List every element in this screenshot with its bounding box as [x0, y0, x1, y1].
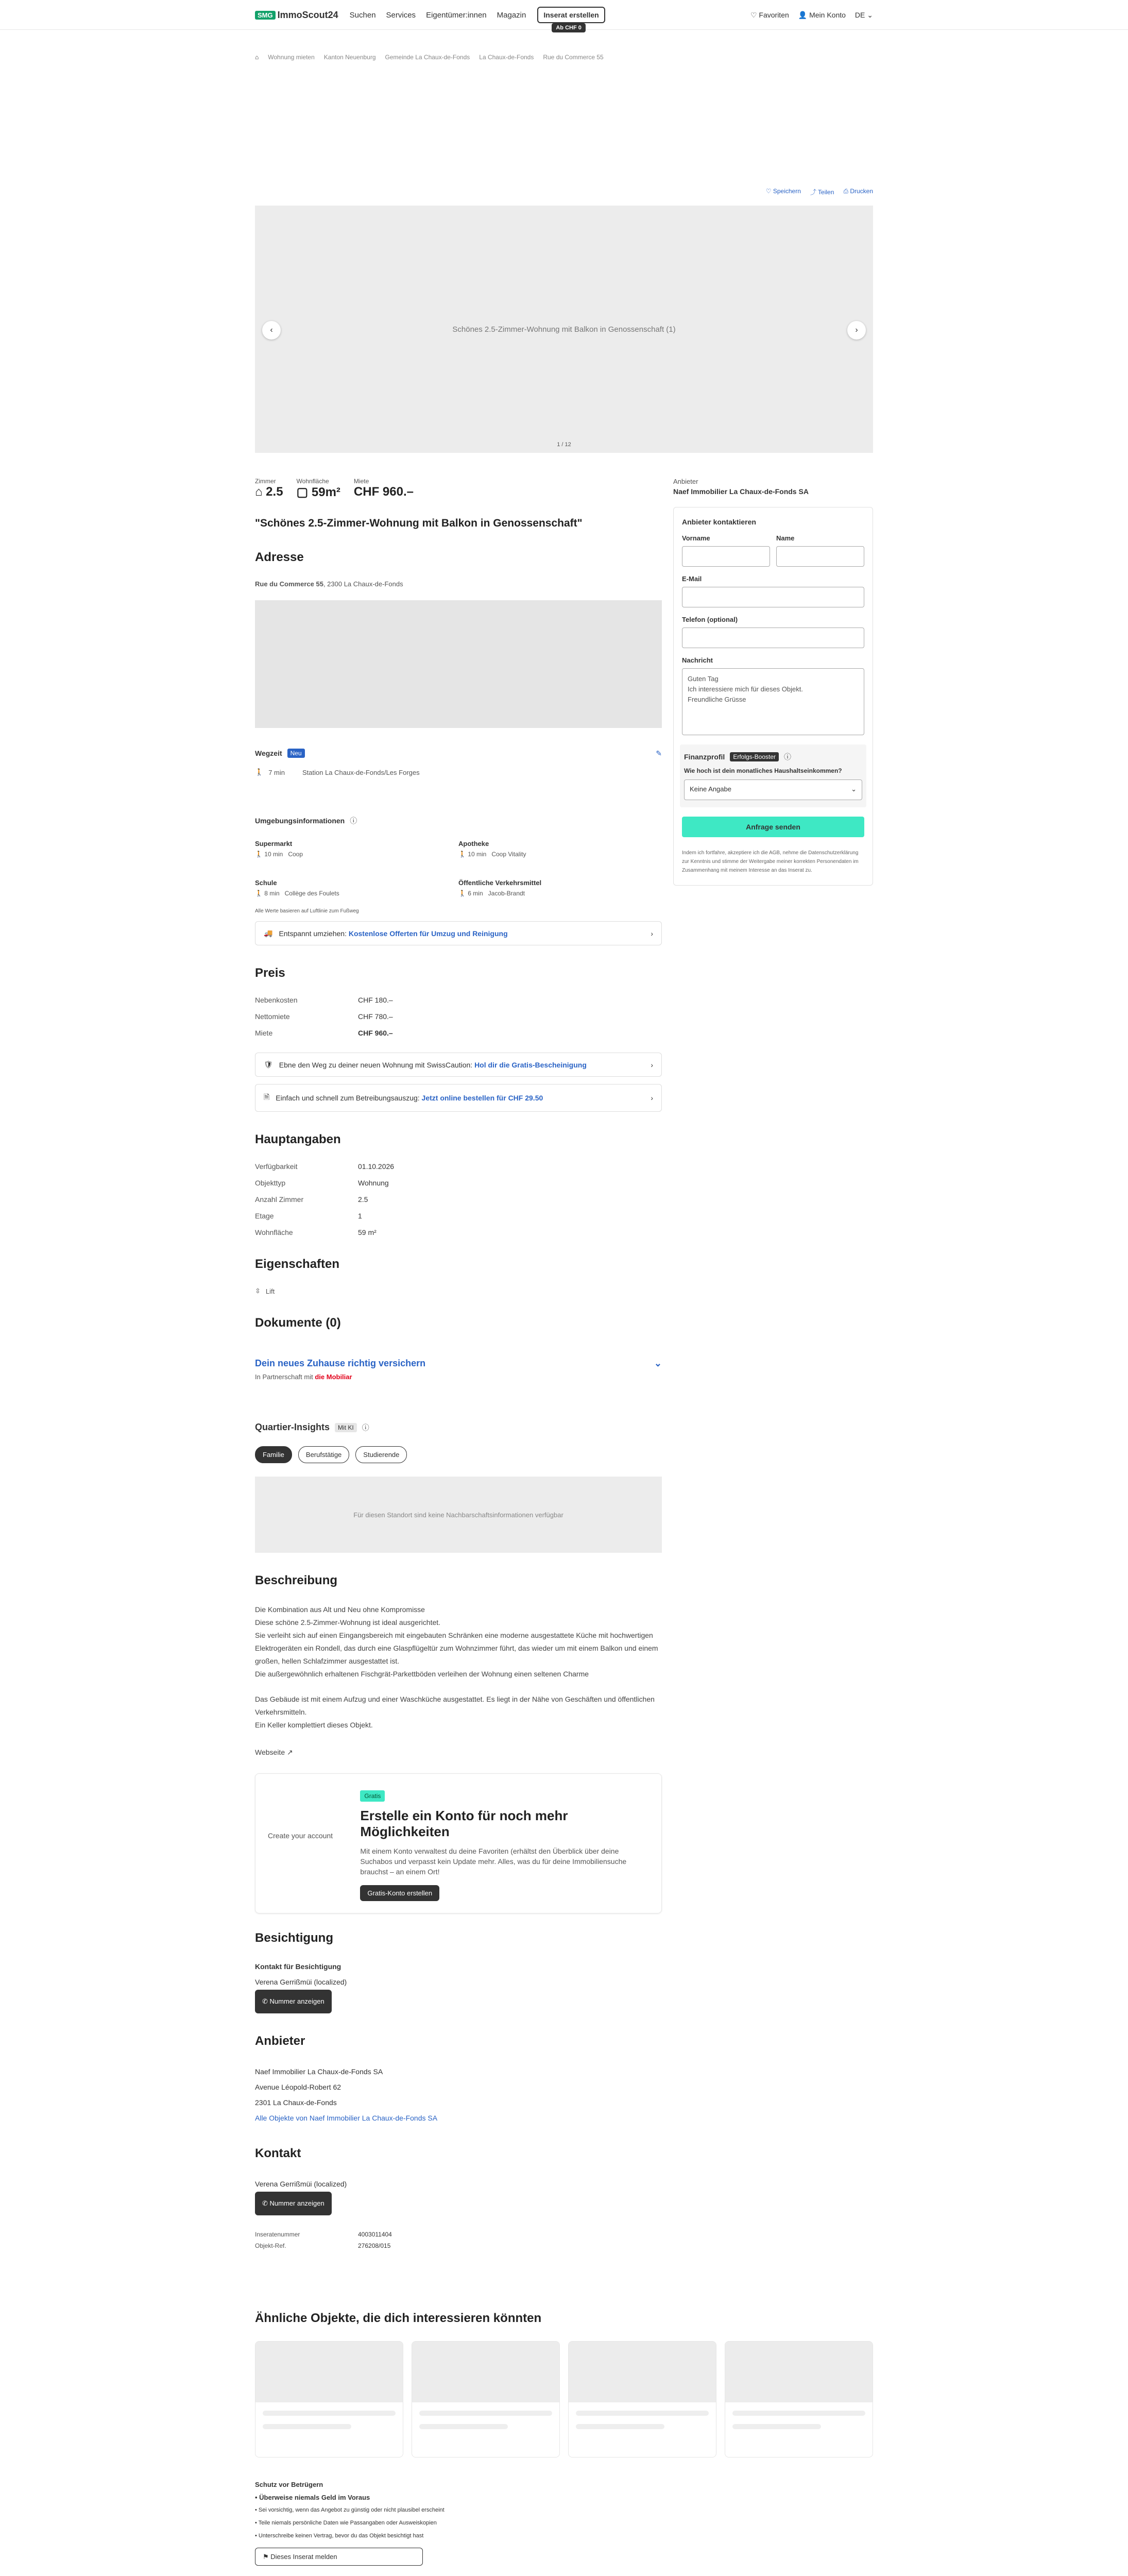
area-fact: [297, 478, 340, 500]
chevron-down-icon: ⌄: [865, 10, 873, 19]
poi-category: Schule: [255, 879, 277, 887]
banner-link: Kostenlose Offerten für Umzug und Reinigung: [348, 929, 508, 938]
listing-ids: [255, 2231, 662, 2249]
chevron-right-icon: ›: [651, 1094, 653, 1102]
fact-value: 1: [358, 1212, 362, 1220]
fact-value: 01.10.2026: [358, 1162, 395, 1171]
viewing-contact: [255, 1959, 662, 2013]
address-line: [255, 580, 662, 588]
similar-card-placeholder[interactable]: [725, 2341, 873, 2458]
gratis-badge: Gratis: [360, 1790, 385, 1802]
finance-label: Finanzprofil: [684, 753, 725, 761]
breadcrumb-item[interactable]: Rue du Commerce 55: [543, 54, 604, 61]
print-label: Drucken: [850, 188, 873, 195]
promo-left-text: Create your account: [268, 1832, 333, 1840]
description-paragraph: Die außergewöhnlich erhaltenen Fischgrät-Parkettböden verleihen der Wohnung einen seltenen Charme: [255, 1670, 589, 1678]
walking-icon: 🚶: [255, 768, 264, 776]
income-question: Wie hoch ist dein monatliches Haushaltseinkommen?: [684, 767, 842, 774]
create-listing-button[interactable]: [537, 7, 605, 31]
move-offer-banner[interactable]: [255, 921, 662, 945]
chevron-right-icon[interactable]: ›: [847, 321, 866, 340]
breadcrumb-item[interactable]: La Chaux-de-Fonds: [479, 54, 534, 61]
swisscaution-banner[interactable]: [255, 1053, 662, 1077]
similar-card-placeholder[interactable]: [568, 2341, 716, 2458]
info-icon[interactable]: ⓘ: [784, 753, 792, 761]
chevron-right-icon: ›: [651, 929, 653, 938]
price-key: Nebenkosten: [255, 996, 298, 1004]
save-label: Speichern: [773, 188, 801, 195]
first-name-label: Vorname: [682, 534, 710, 542]
key-facts: [255, 478, 662, 500]
viewing-heading: Besichtigung: [255, 1931, 334, 1945]
documents-heading: Dokumente (0): [255, 1316, 341, 1330]
chevron-right-icon: ›: [651, 1060, 653, 1069]
poi-category: Öffentliche Verkehrsmittel: [458, 879, 542, 887]
form-legal-text: Indem ich fortfahre, akzeptiere ich die AGB, nehme die Datenschutzerklärung zur Kenntnis und stimme der Weitergabe meiner korrekten Personendaten im Zusammenhang mit meinem Interesse an das Inserat zu.: [682, 850, 859, 873]
language-select[interactable]: [855, 11, 873, 20]
insurance-partner: [255, 1373, 662, 1381]
rent-value: CHF 960.–: [353, 485, 414, 499]
similar-heading: Ähnliche Objekte, die dich interessieren könnten: [255, 2311, 542, 2325]
poi-item: [458, 878, 662, 897]
phone-label: Telefon (optional): [682, 616, 738, 623]
nav-services[interactable]: Services: [386, 10, 416, 20]
sidebar-provider-label: Anbieter: [673, 478, 698, 485]
property-item: [255, 1287, 662, 1295]
account-label: Mein Konto: [809, 10, 846, 19]
surroundings-header: [255, 816, 662, 826]
fact-key: Objekttyp: [255, 1179, 286, 1187]
favorites-link[interactable]: [750, 11, 789, 20]
id-value: 4003011404: [358, 2231, 392, 2238]
sidebar-provider-name: Naef Immobilier La Chaux-de-Fonds SA: [673, 487, 809, 496]
contact-block: [255, 2176, 662, 2215]
commute-label: Wegzeit: [255, 749, 282, 757]
fact-value: 59 m²: [358, 1228, 377, 1236]
walking-icon: 🚶: [458, 851, 468, 858]
provider-line: 2301 La Chaux-de-Fonds: [255, 2098, 337, 2107]
similar-card-placeholder[interactable]: [255, 2341, 403, 2458]
main-facts-table: [255, 1162, 662, 1236]
form-title: Anbieter kontaktieren: [682, 518, 756, 526]
finance-profile: [680, 744, 866, 807]
banner-link: Jetzt online bestellen für CHF 29.50: [421, 1094, 543, 1102]
insurance-accordion[interactable]: [255, 1358, 662, 1369]
email-label: E-Mail: [682, 575, 702, 583]
logo[interactable]: [255, 10, 338, 21]
description-section: [255, 1573, 662, 1759]
show-number-label: Nummer anzeigen: [269, 2199, 324, 2207]
language-label: DE: [854, 10, 865, 19]
fact-value: Wohnung: [358, 1179, 389, 1187]
shield-check-icon: 🛡: [264, 1060, 273, 1069]
poi-time: 10 min: [264, 851, 283, 858]
create-listing-badge: Ab CHF 0: [552, 23, 586, 32]
area-label: Wohnfläche: [296, 478, 329, 485]
price-value: CHF 780.–: [358, 1012, 393, 1021]
main-nav: [350, 11, 526, 20]
logo-text: ImmoScout24: [277, 9, 338, 20]
description-paragraph: Die Kombination aus Alt und Neu ohne Kompromisse: [255, 1605, 425, 1614]
provider-address: [255, 2064, 662, 2126]
provider-all-listings-link[interactable]: Alle Objekte von Naef Immobilier La Chaux-de-Fonds SA: [255, 2114, 438, 2122]
id-key: Inseratenummer: [255, 2231, 300, 2238]
description-paragraph: Diese schöne 2.5-Zimmer-Wohnung ist ideal ausgerichtet.: [255, 1618, 441, 1626]
rooms-label: Zimmer: [255, 478, 276, 485]
surroundings-list: [255, 839, 662, 897]
income-value: Keine Angabe: [690, 785, 731, 793]
rooms-value: 2.5: [266, 485, 283, 499]
insights-tabs: [255, 1446, 662, 1463]
insights-empty-state: Für diesen Standort sind keine Nachbarschaftsinformationen verfügbar: [255, 1477, 662, 1553]
address-heading: Adresse: [255, 550, 304, 564]
message-label: Nachricht: [682, 656, 713, 664]
map[interactable]: [255, 600, 662, 728]
description-heading: Beschreibung: [255, 1573, 338, 1587]
main-facts-heading: Hauptangaben: [255, 1132, 341, 1146]
description-paragraph: Das Gebäude ist mit einem Aufzug und einer Waschküche ausgestattet. Es liegt in der Nähe von Geschäften und öffentlichen Verkehrsmitteln.: [255, 1695, 655, 1716]
viewing-contact-name: Verena Gerrißmüi (localized): [255, 1978, 347, 1986]
show-number-button[interactable]: [255, 1990, 332, 2013]
debt-extract-banner[interactable]: [255, 1084, 662, 1112]
fraud-tip: Sei vorsichtig, wenn das Angebot zu günstig oder nicht plausibel erscheint: [258, 2507, 445, 2513]
address-street: Rue du Commerce 55: [255, 580, 323, 588]
share-button[interactable]: [810, 188, 834, 196]
account-promo: [255, 1773, 662, 1913]
income-select[interactable]: [684, 779, 862, 800]
elevator-icon: ⇳: [255, 1287, 261, 1295]
contact-heading: Kontakt: [255, 2146, 301, 2160]
contact-sidebar: [673, 453, 873, 2265]
breadcrumb: [255, 30, 873, 61]
email-field[interactable]: [682, 587, 864, 607]
banner-text: Ebne den Weg zu deiner neuen Wohnung mit SwissCaution:: [279, 1060, 475, 1069]
poi-time: 8 min: [264, 890, 280, 897]
property-label: Lift: [265, 1287, 275, 1295]
chip-berufstaetige[interactable]: Berufstätige: [298, 1446, 349, 1463]
provider-line: Avenue Léopold-Robert 62: [255, 2083, 341, 2091]
description-paragraph: Sie verleiht sich auf einen Eingangsbereich mit eingebauten Schränken eine moderne ausgestattete Küche mit hochwertigen Elektrogeräten ein Rondell, das durch eine Glaspflügeltür zum Wohnzimmer führt, das wieder um mit einem Balkon und einem großen, hellen Schlafzimmer ausgestattet ist.: [255, 1631, 658, 1665]
print-button[interactable]: [843, 188, 873, 196]
price-table: [255, 996, 662, 1037]
fraud-heading: Schutz vor Betrügern: [255, 2481, 323, 2488]
insurance-title: Dein neues Zuhause richtig versichern: [255, 1358, 426, 1368]
heart-icon: ♡: [750, 10, 759, 19]
promo-title: Erstelle ein Konto für noch mehr Möglichkeiten: [360, 1808, 568, 1839]
account-link[interactable]: [798, 11, 846, 20]
properties-heading: Eigenschaften: [255, 1257, 340, 1271]
walking-icon: 🚶: [458, 890, 468, 897]
insights-header: [255, 1422, 662, 1433]
id-value: 276208/015: [358, 2242, 391, 2249]
user-icon: 👤: [798, 10, 810, 19]
nav-eigentuemer[interactable]: Eigentümer:innen: [426, 10, 487, 20]
report-listing-button[interactable]: [255, 2548, 423, 2566]
poi-place: Jacob-Brandt: [488, 890, 525, 897]
poi-item: [255, 878, 458, 897]
listing-main: [255, 453, 662, 2265]
walking-icon: 🚶: [255, 890, 265, 897]
breadcrumb-item[interactable]: Gemeinde La Chaux-de-Fonds: [385, 54, 470, 61]
website-link[interactable]: [255, 1748, 293, 1756]
info-icon[interactable]: ⓘ: [362, 1423, 369, 1432]
last-name-label: Name: [776, 534, 795, 542]
last-name-field[interactable]: [776, 546, 864, 567]
create-listing-label: Inserat erstellen: [543, 11, 599, 19]
send-request-button[interactable]: Anfrage senden: [682, 817, 864, 837]
breadcrumb-item[interactable]: Wohnung mieten: [268, 54, 315, 61]
phone-icon: ✆: [262, 1997, 270, 2005]
price-key: Nettomiete: [255, 1012, 290, 1021]
external-link-icon: ↗: [287, 1748, 293, 1756]
banner-text: Entspannt umziehen:: [279, 929, 349, 938]
show-number-button[interactable]: [255, 2192, 332, 2215]
gallery-counter: 1 / 12: [557, 442, 571, 448]
price-value: CHF 180.–: [358, 996, 393, 1004]
heart-icon: ♡: [765, 188, 773, 195]
viewing-subheading: Kontakt für Besichtigung: [255, 1962, 341, 1971]
pencil-icon[interactable]: ✎: [656, 749, 662, 757]
walking-icon: 🚶: [255, 851, 265, 858]
poi-category: Supermarkt: [255, 840, 293, 848]
banner-text: Einfach und schnell zum Betreibungsauszug:: [276, 1094, 422, 1102]
chevron-down-icon: ⌄: [851, 785, 857, 793]
commute-header: [255, 749, 662, 758]
report-listing-label: Dieses Inserat melden: [270, 2553, 337, 2561]
listing-title: "Schönes 2.5-Zimmer-Wohnung mit Balkon in Genossenschaft": [255, 517, 583, 529]
save-button[interactable]: [766, 188, 801, 196]
website-label: Webseite: [255, 1748, 285, 1756]
photo-gallery[interactable]: [255, 206, 873, 453]
price-heading: Preis: [255, 966, 285, 980]
fraud-tip: Überweise niemals Geld im Voraus: [259, 2494, 370, 2501]
show-number-label: Nummer anzeigen: [269, 1997, 324, 2005]
logo-brand: SMG: [255, 11, 276, 20]
mobiliar-logo: die Mobiliar: [315, 1373, 352, 1381]
nav-suchen[interactable]: Suchen: [349, 10, 376, 20]
insights-heading: Quartier-Insights: [255, 1422, 330, 1432]
poi-place: Coop Vitality: [491, 851, 526, 858]
rooms-fact: [255, 478, 283, 500]
partner-label: In Partnerschaft mit: [255, 1373, 313, 1381]
fraud-protection: Schutz vor Betrügern • Überweise niemals Geld im Voraus • Sei vorsichtig, wenn das Angebot zu günstig oder nicht plausibel erscheint • Teile niemals persönliche Daten wie Passangaben oder Ausweiskopien • Unterschreibe keinen Vertrag, bevor du das Objekt besichtigt hast ⚑ Dieses Inserat melden: [255, 2478, 873, 2566]
booster-badge: Erfolgs-Booster: [730, 752, 779, 761]
create-account-button[interactable]: Gratis-Konto erstellen: [360, 1885, 439, 1901]
first-name-field[interactable]: [682, 546, 770, 567]
chevron-down-icon: ⌄: [654, 1358, 662, 1368]
similar-listings: [255, 2341, 873, 2458]
share-icon: ⤴: [810, 189, 818, 196]
truck-icon: 🚚: [264, 929, 273, 937]
poi-place: Collège des Foulets: [284, 890, 339, 897]
listing-tools: [255, 188, 873, 196]
message-field[interactable]: Guten Tag Ich interessiere mich für dieses Objekt. Freundliche Grüsse: [682, 668, 864, 735]
poi-item: [255, 839, 458, 858]
info-icon[interactable]: ⓘ: [350, 817, 357, 825]
poi-item: [458, 839, 662, 858]
similar-card-placeholder[interactable]: [412, 2341, 560, 2458]
nav-magazin[interactable]: Magazin: [497, 10, 526, 20]
document-icon: 🗎: [264, 1093, 270, 1101]
phone-field[interactable]: [682, 628, 864, 648]
commute-row: [255, 768, 662, 776]
address-city: , 2300 La Chaux-de-Fonds: [323, 580, 403, 588]
chip-studierende[interactable]: Studierende: [355, 1446, 407, 1463]
poi-time: 6 min: [468, 890, 483, 897]
rent-fact: [354, 478, 414, 500]
area-value: 59m²: [311, 485, 340, 499]
new-badge: Neu: [287, 749, 305, 758]
contact-name: Verena Gerrißmüi (localized): [255, 2180, 347, 2188]
printer-icon: ⎙: [843, 188, 850, 195]
poi-place: Coop: [288, 851, 303, 858]
poi-category: Apotheke: [458, 840, 489, 848]
phone-icon: ✆: [262, 2199, 270, 2207]
chip-familie[interactable]: Familie: [255, 1446, 292, 1463]
fact-key: Anzahl Zimmer: [255, 1195, 304, 1204]
breadcrumb-item[interactable]: Kanton Neuenburg: [323, 54, 376, 61]
surroundings-heading: Umgebungsinformationen: [255, 817, 345, 825]
chevron-left-icon[interactable]: ‹: [262, 321, 281, 340]
provider-heading: Anbieter: [255, 2034, 305, 2048]
top-navigation: [0, 0, 1128, 30]
price-key: Miete: [255, 1029, 273, 1037]
poi-time: 10 min: [468, 851, 487, 858]
fact-key: Etage: [255, 1212, 274, 1220]
fact-value: 2.5: [358, 1195, 368, 1204]
gallery-image-alt: Schönes 2.5-Zimmer-Wohnung mit Balkon in Genossenschaft (1): [452, 325, 676, 334]
price-total: CHF 960.–: [358, 1029, 393, 1037]
flag-icon: ⚑: [263, 2553, 271, 2561]
description-paragraph: Ein Keller komplettiert dieses Objekt.: [255, 1721, 373, 1729]
commute-station: Station La Chaux-de-Fonds/Les Forges: [302, 768, 420, 776]
rent-label: Miete: [353, 478, 369, 485]
house-icon: ⌂: [255, 485, 266, 499]
fraud-tip: Unterschreibe keinen Vertrag, bevor du das Objekt besichtigt hast: [258, 2533, 424, 2539]
fact-key: Verfügbarkeit: [255, 1162, 298, 1171]
ai-badge: Mit KI: [335, 1423, 357, 1432]
promo-text: Mit einem Konto verwaltest du deine Favoriten (erhältst den Überblick über deine Suchabos und verpasst kein Update mehr. Alles, was du für deine Immobiliensuche brauchst – an einem Ort!: [360, 1847, 627, 1876]
provider-line: Naef Immobilier La Chaux-de-Fonds SA: [255, 2067, 383, 2076]
home-icon[interactable]: ⌂: [255, 54, 259, 61]
contact-form: [673, 507, 873, 886]
commute-time: 7 min: [268, 768, 285, 776]
banner-link: Hol dir die Gratis-Bescheinigung: [474, 1060, 587, 1069]
id-key: Objekt-Ref.: [255, 2242, 286, 2249]
fraud-tip: Teile niemals persönliche Daten wie Passangaben oder Ausweiskopien: [258, 2520, 437, 2526]
surroundings-note: Alle Werte basieren auf Luftlinie zum Fußweg: [255, 908, 359, 914]
share-label: Teilen: [818, 189, 834, 196]
favorites-label: Favoriten: [759, 10, 789, 19]
fact-key: Wohnfläche: [255, 1228, 293, 1236]
area-icon: ▢: [296, 485, 312, 499]
